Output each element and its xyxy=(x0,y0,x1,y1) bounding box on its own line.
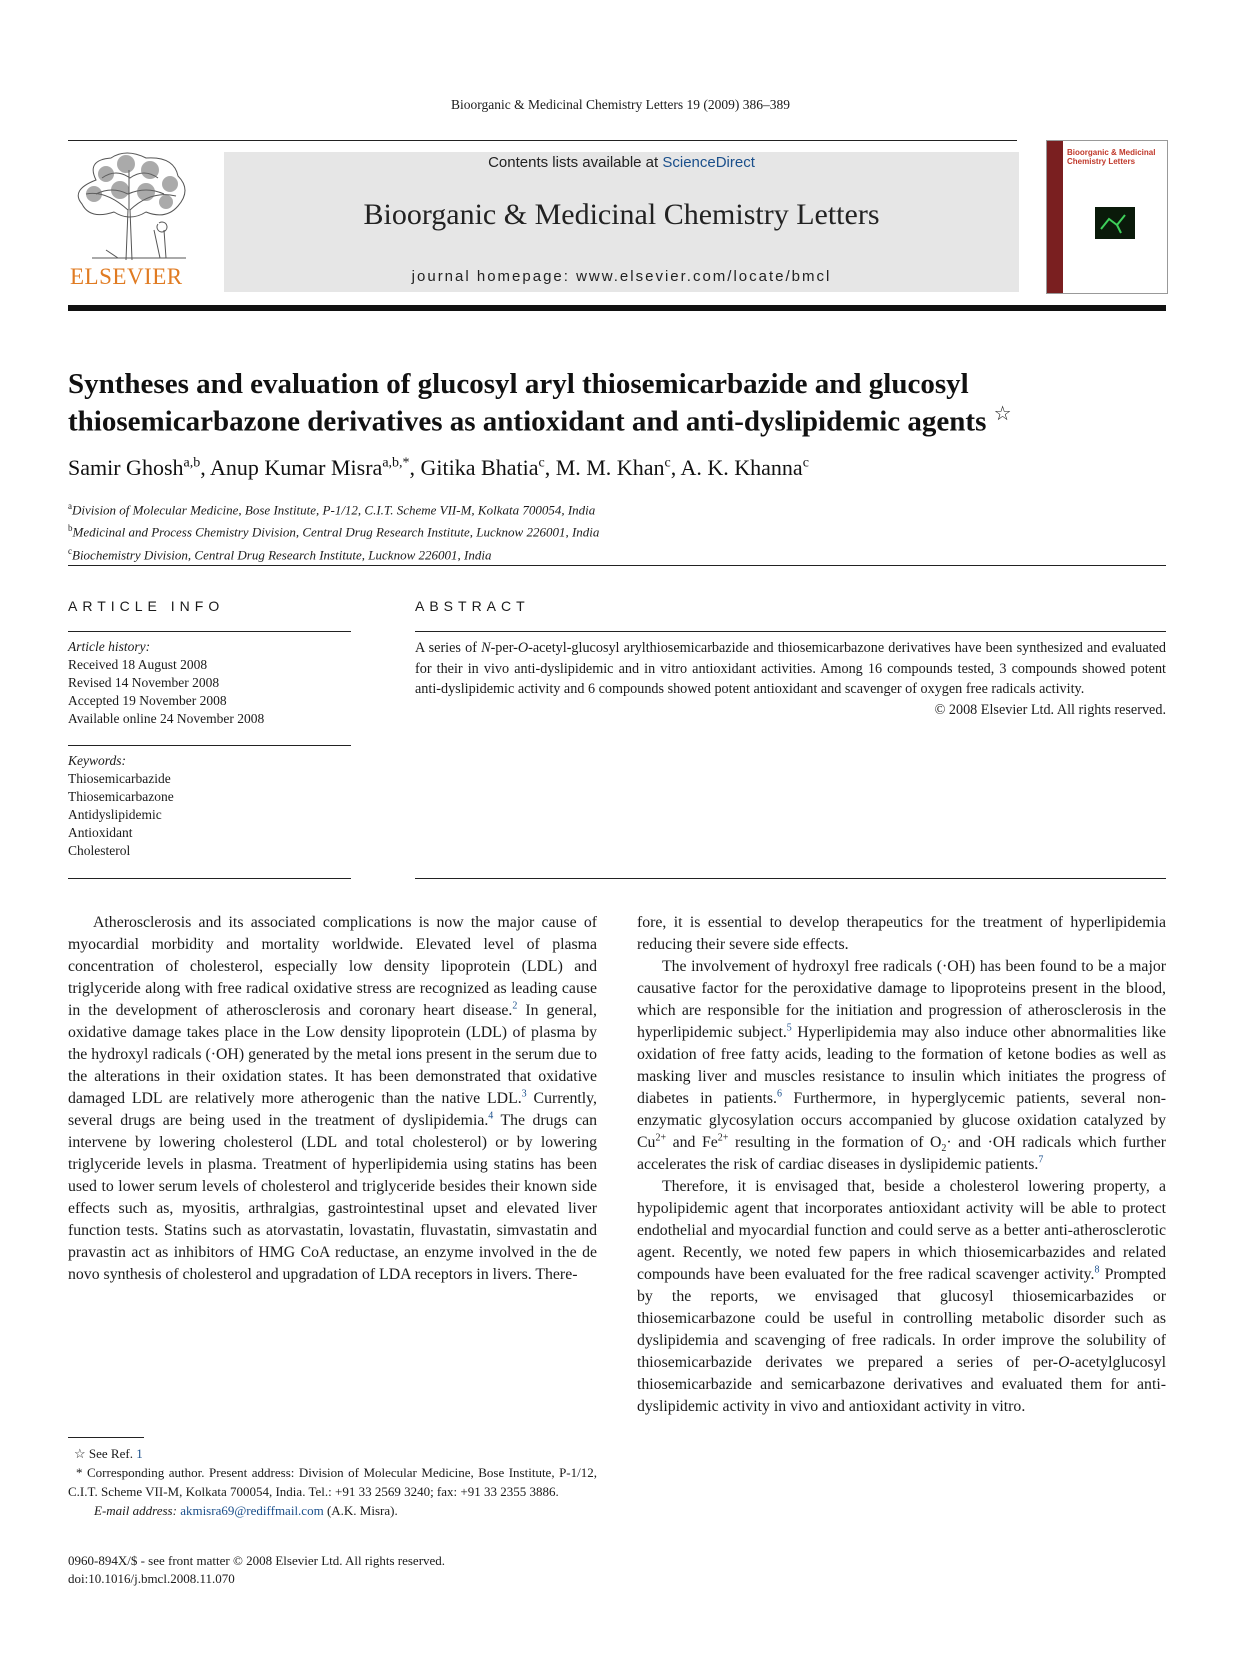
abstract-body xyxy=(415,638,1166,720)
reference-link[interactable]: 8 xyxy=(1094,1264,1100,1276)
ion-charge: 2+ xyxy=(655,1132,667,1144)
elsevier-logo xyxy=(66,150,198,294)
body-italic: O xyxy=(1058,1354,1070,1371)
author-name: A. K. Khanna xyxy=(680,455,803,480)
body-column-left xyxy=(68,912,597,1286)
article-info-heading: ARTICLE INFO xyxy=(68,598,225,614)
article-info-rule xyxy=(68,631,351,632)
reference-link[interactable]: 5 xyxy=(786,1022,792,1034)
article-title xyxy=(68,366,1168,440)
body-text: The involvement of hydroxyl free radicals (·OH) has been found to be a major causative factor for the peroxidative damage to lipoproteins present in the blood, which are responsible for the initiation and progression of atherosclerosis in the hyperlipidemic subject. xyxy=(637,958,1166,1041)
body-text: Prompted by the reports, we envisaged that glucosyl thiosemicarbazides or thiosemicarbazone could be useful in controlling metabolic disorder such as dyslipidemia and scavenging of free radicals. In order improve the solubility of thiosemicarbazide derivates we prepared a series of per- xyxy=(637,1266,1167,1371)
footnote-corresponding xyxy=(68,1463,597,1501)
journal-citation: Bioorganic & Medicinal Chemistry Letters 19 (2009) 386–389 xyxy=(450,97,791,112)
keywords-bottom-rule xyxy=(68,878,351,879)
affiliation-text: Division of Molecular Medicine, Bose Institute, P-1/12, C.I.T. Scheme VII-M, Kolkata 700054, India xyxy=(72,502,596,518)
molecule-icon xyxy=(1095,207,1135,239)
journal-cover-thumbnail xyxy=(1046,140,1168,294)
affiliation-mark: c xyxy=(68,545,72,556)
body-text: resulting in the formation of O xyxy=(728,1134,942,1151)
abstract-copyright: © 2008 Elsevier Ltd. All rights reserved. xyxy=(934,701,1166,718)
sciencedirect-link[interactable]: ScienceDirect xyxy=(662,154,755,171)
abstract-italic: O xyxy=(517,640,529,656)
affiliation-item xyxy=(68,542,1168,564)
reference-link[interactable]: 4 xyxy=(488,1110,494,1122)
history-label: Article history: xyxy=(68,639,151,654)
header-thick-rule xyxy=(68,305,1166,311)
keywords xyxy=(68,752,348,860)
email-link[interactable]: akmisra69@rediffmail.com xyxy=(180,1503,324,1518)
affiliation-item xyxy=(68,497,1168,519)
reference-link[interactable]: 2 xyxy=(512,1000,518,1012)
reference-link[interactable]: 7 xyxy=(1038,1154,1044,1166)
footnote-ref-link[interactable]: 1 xyxy=(136,1446,143,1461)
body-paragraph xyxy=(68,912,597,1286)
footnote-text: See Ref. xyxy=(88,1446,137,1461)
history-item: Revised 14 November 2008 xyxy=(68,675,220,690)
abstract-text xyxy=(415,638,1166,700)
body-text: · and ·OH radicals which further accelerates the risk of cardiac diseases in dyslipidemic patients. xyxy=(637,1134,1166,1173)
issn-line: 0960-894X/$ - see front matter © 2008 Elsevier Ltd. All rights reserved. xyxy=(68,1553,446,1568)
keyword-item: Thiosemicarbazide xyxy=(68,771,171,786)
footnote-mark: ☆ xyxy=(74,1446,86,1461)
article-title-text: Syntheses and evaluation of glucosyl aryl thiosemicarbazide and glucosyl thiosemicarbazone derivatives as antioxidant and anti-dyslipidemic agents xyxy=(68,368,987,438)
ion-charge: 2+ xyxy=(717,1132,729,1144)
reference-link[interactable]: 3 xyxy=(521,1088,527,1100)
abstract-heading: ABSTRACT xyxy=(415,598,530,614)
contents-line xyxy=(224,154,1019,171)
affiliation-mark: a xyxy=(68,501,72,511)
cover-title: Bioorganic & Medicinal Chemistry Letters xyxy=(1067,148,1156,166)
abstract-rule xyxy=(415,631,1166,632)
history-item: Received 18 August 2008 xyxy=(68,657,208,672)
author-name: Gitika Bhatia xyxy=(420,455,539,480)
author-name: Anup Kumar Misra xyxy=(210,455,383,480)
journal-banner xyxy=(224,152,1019,292)
history-item: Accepted 19 November 2008 xyxy=(68,693,227,708)
author-list: Samir Ghosh$^{a,b}$, Anup Kumar Misra$^{a,b,*}$, Gitika Bhatia$^c$, M. M. Khan$^c$, A. K. Khanna$^c$ xyxy=(68,455,809,480)
footnotes xyxy=(68,1444,597,1520)
keyword-item: Cholesterol xyxy=(68,843,131,858)
author-affil[interactable]: c xyxy=(538,455,545,471)
keyword-item: Thiosemicarbazone xyxy=(68,789,174,804)
body-text: Currently, several drugs are being used in the treatment of dyslipidemia. xyxy=(68,1090,597,1129)
journal-homepage[interactable]: journal homepage: www.elsevier.com/locate/bmcl xyxy=(411,268,832,285)
body-paragraph xyxy=(637,956,1166,1176)
author-name: Samir Ghosh xyxy=(68,455,184,480)
abstract-span: A series of xyxy=(415,640,482,656)
affiliation-item xyxy=(68,519,1168,541)
keyword-item: Antidyslipidemic xyxy=(68,807,162,822)
contents-prefix: Contents lists available at xyxy=(488,154,663,171)
journal-title: Bioorganic & Medicinal Chemistry Letters xyxy=(363,198,880,231)
abstract-span: -acetyl-glucosyl arylthiosemicarbazide and thiosemicarbazone derivatives have been synthesized and evaluated for their in vivo anti-dyslipidemic and in vitro antioxidant activities. Among 16 compounds tested, 3 compounds showed potent anti-dyslipidemic activity and 6 compounds showed potent antioxidant and scavenger of oxygen free radicals activity. xyxy=(415,640,1166,697)
keyword-item: Antioxidant xyxy=(68,825,133,840)
article-history xyxy=(68,638,348,728)
author-affil[interactable]: a,b xyxy=(183,455,201,471)
elsevier-wordmark: ELSEVIER xyxy=(70,264,183,289)
footnote-email xyxy=(68,1501,597,1520)
body-text: The drugs can intervene by lowering cholesterol (LDL and total cholesterol) or by lowering triglyceride levels in plasma. Treatment of hyperlipidemia using statins has been used to lower serum levels of cholesterol and triglyceride besides their known side effects such as, myositis, arthralgias, gastrointestinal upset and elevated liver function tests. Statins such as atorvastatin, lovastatin, fluvastatin, simvastatin and pravastin act as inhibitors of HMG CoA reductase, an enzyme involved in the de novo synthesis of cholesterol and upgradation of LDA receptors in livers. There- xyxy=(68,1112,597,1283)
keywords-label: Keywords: xyxy=(68,753,126,768)
body-text: Hyperlipidemia may also induce other abnormalities like oxidation of free fatty acids, leading to the formation of ketone bodies as well as masking liver and muscles resistance to insulin which initiates the progress of diabetes in patients. xyxy=(637,1024,1166,1107)
body-column-right xyxy=(637,912,1166,1418)
page-footer xyxy=(68,1552,668,1588)
body-text: and Fe xyxy=(666,1134,718,1151)
footnote-text: Corresponding author. Present address: Division of Molecular Medicine, Bose Institute, P-1/12, C.I.T. Scheme VII-M, Kolkata 700054, India. Tel.: +91 33 2569 3240; fax: +91 33 2355 3886. xyxy=(68,1465,597,1499)
front-matter-rule xyxy=(68,565,1166,566)
title-footnote-mark[interactable]: ☆ xyxy=(993,403,1012,426)
cover-band xyxy=(1047,141,1063,293)
oxygen-subscript: 2 xyxy=(941,1143,947,1155)
body-paragraph: fore, it is essential to develop therapeutics for the treatment of hyperlipidemia reducing their severe side effects. xyxy=(637,914,1166,953)
affiliation-mark: b xyxy=(68,523,73,534)
abstract-span: -per- xyxy=(490,640,518,656)
footnote-rule xyxy=(68,1437,144,1438)
body-text: In general, oxidative damage takes place in the Low density lipoprotein (LDL) of plasma by the hydroxyl radicals (·OH) generated by the metal ions present in the serum due to the alterations in their oxidation states. It has been demonstrated that oxidative damaged LDL are relatively more atherogenic than the native LDL. xyxy=(68,1002,597,1107)
footnote-star xyxy=(68,1444,597,1463)
doi-line[interactable]: doi:10.1016/j.bmcl.2008.11.070 xyxy=(68,1571,235,1586)
email-suffix: (A.K. Misra). xyxy=(323,1503,398,1518)
author-affil[interactable]: a,b,* xyxy=(382,455,410,471)
abstract-bottom-rule xyxy=(415,878,1166,879)
email-label: E-mail address: xyxy=(94,1503,181,1518)
body-text: Therefore, it is envisaged that, beside a cholesterol lowering property, a hypolipidemic agent that incorporates antioxidant activity will be able to protect endothelial and myocardial function and could serve as a better anti-atherosclerotic agent. Recently, we noted few papers in which thiosemicarbazides and related compounds have been evaluated for the free radical scavenger activity. xyxy=(637,1178,1166,1283)
affiliation-list xyxy=(68,497,1168,564)
history-rule xyxy=(68,745,351,746)
header-rule xyxy=(68,140,1017,141)
body-paragraph xyxy=(637,1176,1166,1418)
author-name: M. M. Khan xyxy=(555,455,665,480)
affiliation-text: Biochemistry Division, Central Drug Research Institute, Lucknow 226001, India xyxy=(72,546,492,562)
abstract-italic: N xyxy=(481,640,491,656)
elsevier-tree-icon xyxy=(66,150,198,262)
body-text: Atherosclerosis and its associated complications is now the major cause of myocardial morbidity and mortality worldwide. Elevated level of plasma concentration of cholesterol, especially low density lipoprotein (LDL) and triglyceride along with free radical oxidative stress are recognized as leading cause in the development of atherosclerosis and coronary heart disease. xyxy=(68,914,597,1019)
body-text: -acetylglucosyl thiosemicarbazide and semicarbazone derivatives and evaluated them for anti-dyslipidemic activity in vivo and antioxidant activity in vitro. xyxy=(637,1354,1166,1415)
cover-molecule-image xyxy=(1095,207,1135,239)
footnote-mark: * xyxy=(76,1465,83,1480)
reference-link[interactable]: 6 xyxy=(776,1088,782,1100)
author-affil[interactable]: c xyxy=(664,455,671,471)
author-affil[interactable]: c xyxy=(802,455,809,471)
history-item: Available online 24 November 2008 xyxy=(68,711,265,726)
affiliation-text: Medicinal and Process Chemistry Division, Central Drug Research Institute, Lucknow 226001, India xyxy=(72,524,600,540)
body-text: Furthermore, in hyperglycemic patients, several non-enzymatic glycosylation occurs accompanied by glucose oxidation catalyzed by Cu xyxy=(637,1090,1166,1151)
